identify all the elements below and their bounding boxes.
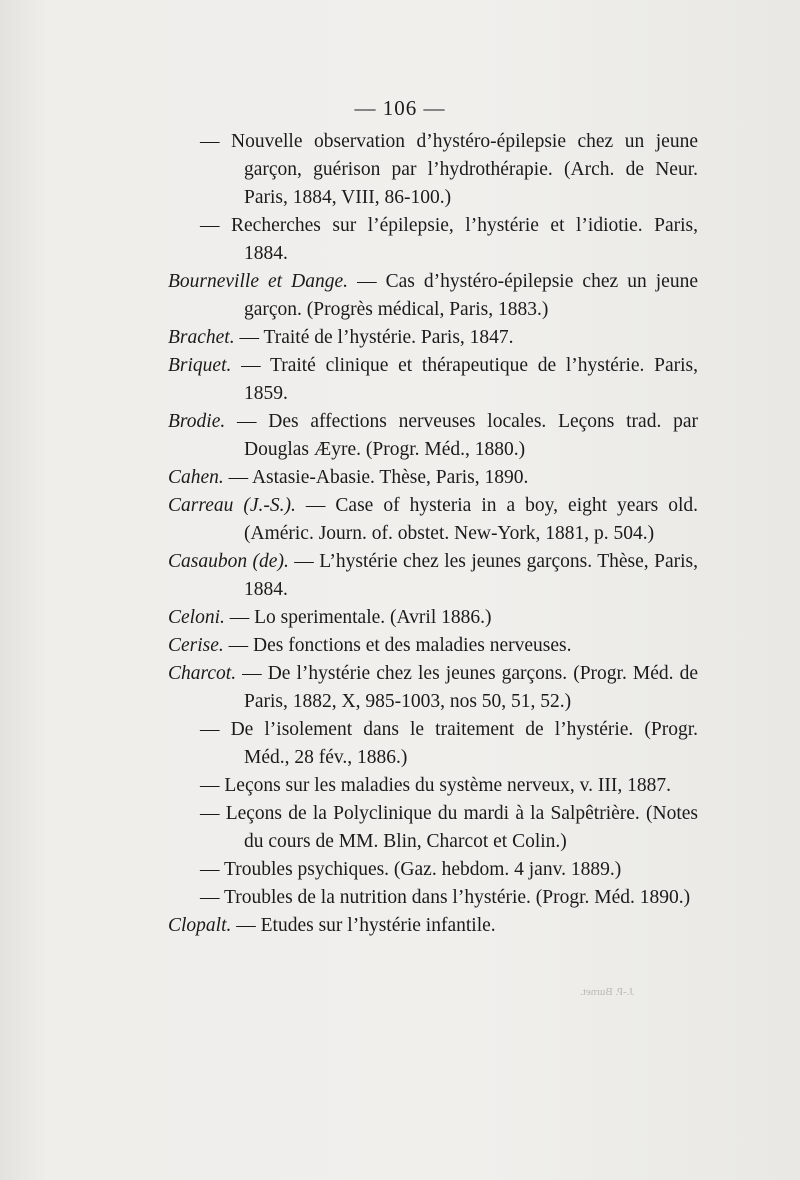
entry-text: — Des fonctions et des maladies nerveuses. (223, 635, 572, 656)
entry-text: — Leçons sur les maladies du système nerveux, v. III, 1887. (200, 775, 671, 796)
entry-author: Cahen. (168, 467, 224, 488)
entry-author: Cerise. (168, 635, 224, 656)
entry-text: — Troubles de la nutrition dans l’hystérie. (Progr. Méd. 1890.) (200, 887, 691, 908)
entry-text: — Lo sperimentale. (Avril 1886.) (224, 607, 492, 628)
bibliography-entry (168, 212, 698, 268)
show-through-text: J.-P. Burnet. (580, 986, 634, 998)
bibliography-entry (168, 800, 698, 856)
entry-author: Carreau (J.-S.). (168, 495, 296, 516)
bibliography-entry (168, 548, 698, 604)
entry-text: — Recherches sur l’épilepsie, l’hystérie et l’idiotie. Paris, 1884. (200, 215, 698, 264)
bibliography-entry (168, 772, 698, 800)
bibliography-entry (168, 492, 698, 548)
entry-author: Celoni. (168, 607, 225, 628)
entry-author: Clopalt. (168, 915, 232, 936)
bibliography-entry (168, 324, 698, 352)
bibliography-entry (168, 464, 698, 492)
entry-text: — Etudes sur l’hystérie infantile. (231, 915, 496, 936)
entry-author: Brachet. (168, 327, 235, 348)
entry-author: Casaubon (de). (168, 551, 289, 572)
bibliography-entry (168, 856, 698, 884)
entry-text: — Traité de l’hystérie. Paris, 1847. (234, 327, 514, 348)
page-number: — 106 — (354, 96, 446, 120)
entry-author: Charcot. (168, 663, 237, 684)
entry-author: Briquet. (168, 355, 232, 376)
entry-text: — De l’hystérie chez les jeunes garçons. (Progr. Méd. de Paris, 1882, X, 985-1003, nos 50, 51, 52.) (236, 663, 698, 712)
entry-text: — Traité clinique et thérapeutique de l’hystérie. Paris, 1859. (231, 355, 698, 404)
bibliography-entry (168, 660, 698, 716)
bibliography-entry (168, 884, 698, 912)
entry-text: — Astasie-Abasie. Thèse, Paris, 1890. (223, 467, 529, 488)
entry-text: — Nouvelle observation d’hystéro-épilepsie chez un jeune garçon, guérison par l’hydrothérapie. (Arch. de Neur. Paris, 1884, VIII, 86-100.) (200, 131, 698, 208)
entry-text: — Leçons de la Polyclinique du mardi à la Salpêtrière. (Notes du cours de MM. Blin, Charcot et Colin.) (200, 803, 698, 852)
entry-text: — De l’isolement dans le traitement de l’hystérie. (Progr. Méd., 28 fév., 1886.) (200, 719, 698, 768)
bibliography-entry (168, 604, 698, 632)
bibliography-entry (168, 128, 698, 212)
bibliography-list (168, 128, 698, 940)
entry-text: — Des affections nerveuses locales. Leçons trad. par Douglas Æyre. (Progr. Méd., 1880.) (225, 411, 698, 460)
bibliography-entry (168, 632, 698, 660)
entry-text: — Cas d’hystéro-épilepsie chez un jeune garçon. (Progrès médical, Paris, 1883.) (244, 271, 698, 320)
bibliography-entry (168, 408, 698, 464)
bibliography-entry (168, 352, 698, 408)
bibliography-entry (168, 912, 698, 940)
entry-author: Brodie. (168, 411, 226, 432)
entry-text: — Case of hysteria in a boy, eight years old. (Améric. Journ. of. obstet. New-York, 1881, p. 504.) (244, 495, 698, 544)
entry-text: — L’hystérie chez les jeunes garçons. Thèse, Paris, 1884. (244, 551, 698, 600)
entry-text: — Troubles psychiques. (Gaz. hebdom. 4 janv. 1889.) (200, 859, 622, 880)
entry-author: Bourneville et Dange. (168, 271, 349, 292)
bibliography-entry (168, 716, 698, 772)
bibliography-entry (168, 268, 698, 324)
